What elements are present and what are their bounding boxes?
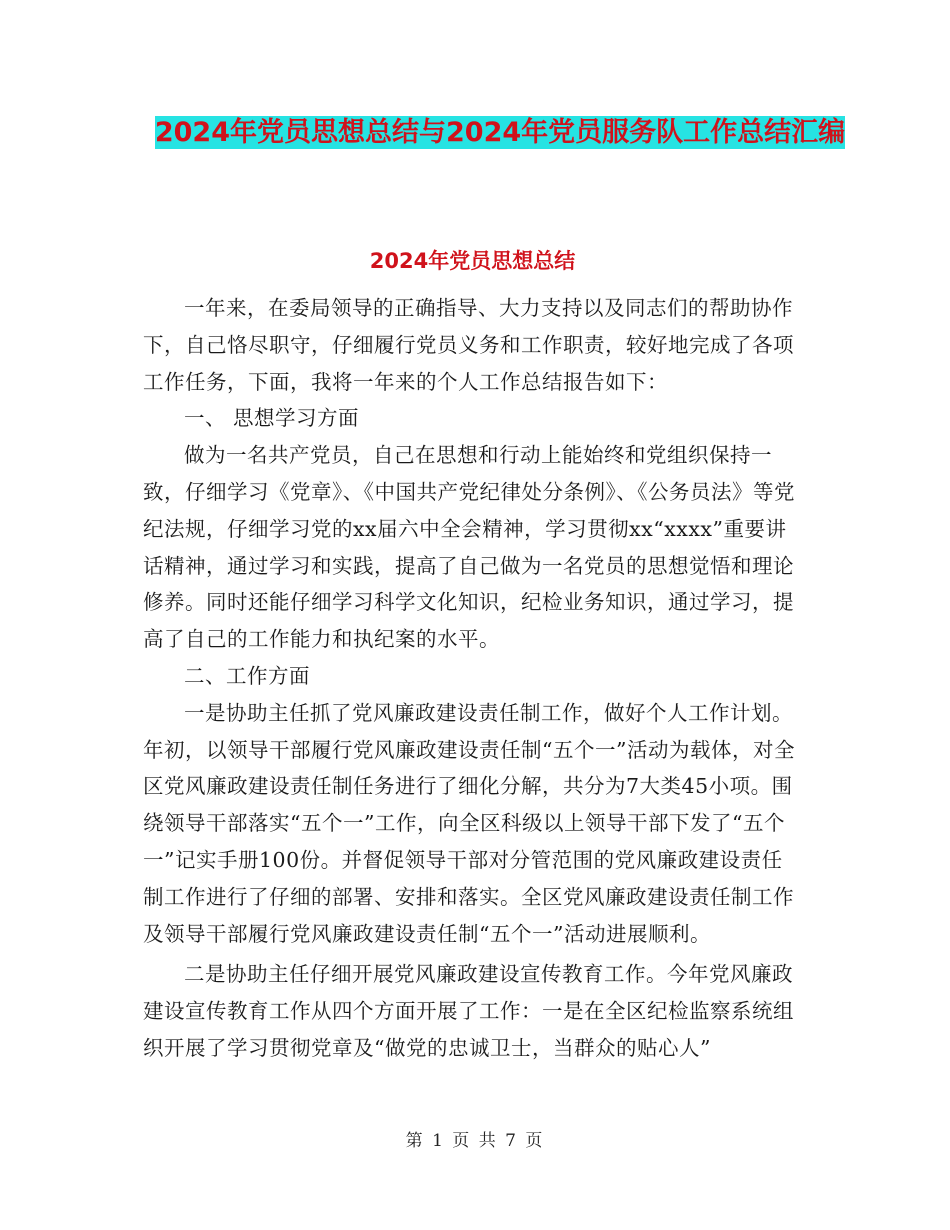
document-title-text: 2024年党员思想总结与2024年党员服务队工作总结汇编 bbox=[154, 117, 846, 148]
document-title bbox=[140, 112, 860, 154]
page-footer: 第 1 页 共 7 页 bbox=[405, 1131, 545, 1151]
paragraph-study: 做为一名共产党员，自己在思想和行动上能始终和党组织保持一致，仔细学习《党章》、《中国共产党纪律处分条例》、《公务员法》等党纪法规，仔细学习党的xx届六中全会精神，学习贯彻xx“xxxx”重要讲话精神，通过学习和实践，提高了自己做为一名党员的思想觉悟和理论修养。同时还能仔细学习科学文化知识，纪检业务知识，通过学习，提高了自己的工作能力和执纪案的水平。 bbox=[143, 443, 795, 652]
body-text bbox=[143, 290, 803, 1067]
paragraph-intro: 一年来，在委局领导的正确指导、大力支持以及同志们的帮助协作下，自己恪尽职守，仔细履行党员义务和工作职责，较好地完成了各项工作任务，下面，我将一年来的个人工作总结报告如下： bbox=[143, 296, 794, 394]
paragraph-work-2: 二是协助主任仔细开展党风廉政建设宣传教育工作。今年党风廉政建设宣传教育工作从四个方面开展了工作：一是在全区纪检监察系统组织开展了学习贯彻党章及“做党的忠诚卫士，当群众的贴心人” bbox=[143, 962, 794, 1060]
paragraph-work-1: 一是协助主任抓了党风廉政建设责任制工作，做好个人工作计划。年初，以领导干部履行党风廉政建设责任制“五个一”活动为载体，对全区党风廉政建设责任制任务进行了细化分解，共分为7大类45小项。围绕领导干部落实“五个一”工作，向全区科级以上领导干部下发了“五个一”记实手册100份。并督促领导干部对分管范围的党风廉政建设责任制工作进行了仔细的部署、安排和落实。全区党风廉政建设责任制工作及领导干部履行党风廉政建设责任制“五个一”活动进展顺利。 bbox=[143, 700, 795, 946]
heading-work: 二、工作方面 bbox=[184, 663, 310, 688]
section-title: 2024年党员思想总结 bbox=[369, 249, 576, 273]
heading-study: 一、 思想学习方面 bbox=[184, 406, 360, 431]
